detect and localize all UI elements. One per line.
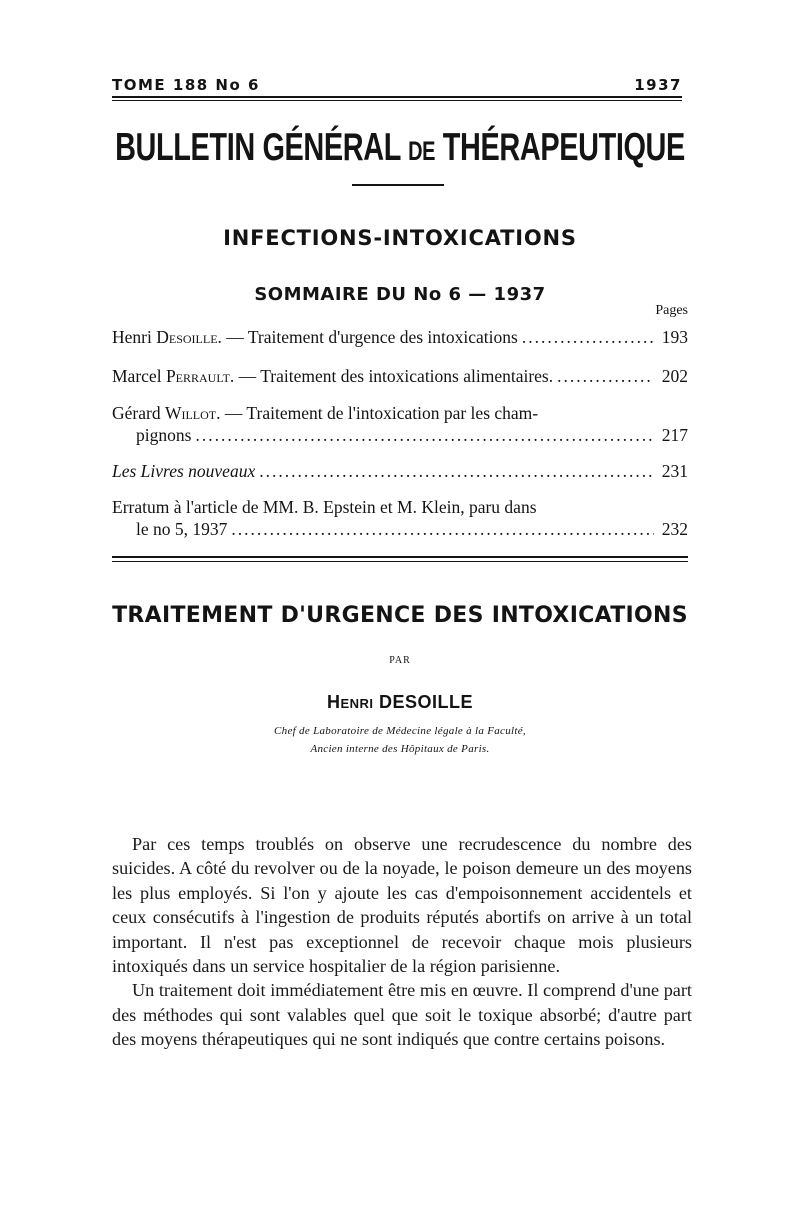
toc-author-last: Desoille — [156, 327, 218, 347]
toc-entry — [112, 366, 688, 387]
journal-title-part1: BULLETIN GÉNÉRAL — [115, 126, 401, 169]
toc-title: . — Traitement des intoxications alimentaires. — [229, 366, 554, 386]
header-rule-top — [112, 96, 682, 98]
header-year: 1937 — [634, 76, 682, 94]
toc-title: Erratum à l'article de MM. B. Epstein et M. Klein, paru dans — [112, 497, 537, 517]
pages-label: Pages — [655, 303, 688, 318]
toc-author-first: Gérard — [112, 403, 161, 423]
header-rule-bottom — [112, 100, 682, 101]
toc-leader — [231, 519, 654, 540]
byline-par: PAR — [389, 655, 411, 666]
toc-entry-continuation — [112, 519, 688, 540]
sommaire-rule-top — [112, 556, 688, 558]
author-affiliation-2: Ancien interne des Hôpitaux de Paris. — [310, 743, 490, 755]
journal-title-part2: THÉRAPEUTIQUE — [442, 126, 685, 169]
toc-page: 202 — [661, 366, 688, 386]
article-author — [0, 692, 800, 713]
running-header — [112, 76, 682, 94]
toc-leader — [557, 366, 654, 387]
body-paragraph: Un traitement doit immédiatement être mis en œuvre. Il comprend d'une part des méthodes qui sont valables quel que soit le toxique absorbé; d'autre part des moyens thérapeutiques qui ne sont indiqués que contre certains poisons. — [112, 980, 692, 1050]
toc-title: Les Livres nouveaux — [112, 461, 256, 481]
toc-title: . — Traitement d'urgence des intoxications — [217, 327, 518, 347]
sommaire-rule-bottom — [112, 561, 688, 562]
toc-page: 231 — [661, 461, 688, 481]
toc-entry — [112, 403, 688, 424]
article-title: TRAITEMENT D'URGENCE DES INTOXICATIONS — [112, 603, 688, 628]
toc-entry — [112, 327, 688, 348]
author-affiliation-1: Chef de Laboratoire de Médecine légale à la Faculté, — [274, 725, 526, 737]
toc-author-first: Henri — [112, 327, 152, 347]
toc-entry-continuation — [112, 425, 688, 446]
author-last-name: DESOILLE — [379, 692, 474, 712]
sommaire-heading: SOMMAIRE DU No 6 — 1937 — [254, 284, 546, 305]
toc-entry — [112, 497, 688, 518]
toc-page: 217 — [661, 425, 688, 445]
toc-title-cont: le no 5, 1937 — [136, 519, 228, 539]
toc-author-last: Willot — [164, 403, 217, 423]
section-heading: INFECTIONS-INTOXICATIONS — [223, 226, 577, 250]
author-first-name: Henri — [326, 692, 374, 712]
toc-leader — [522, 327, 654, 348]
title-divider — [352, 184, 444, 186]
journal-title — [104, 126, 696, 170]
toc-title: . — Traitement de l'intoxication par les cham- — [216, 403, 539, 423]
tome-number: TOME 188 No 6 — [112, 76, 260, 94]
toc-leader — [195, 425, 654, 446]
toc-author-last: Perrault — [165, 366, 230, 386]
toc-title-cont: pignons — [136, 425, 192, 445]
article-body — [112, 832, 692, 1052]
toc-leader — [259, 461, 654, 482]
toc-entry — [112, 461, 688, 482]
toc-page: 232 — [661, 519, 688, 539]
toc-author-first: Marcel — [112, 366, 162, 386]
toc-page: 193 — [661, 327, 688, 347]
body-paragraph: Par ces temps troublés on observe une recrudescence du nombre des suicides. A côté du revolver ou de la noyade, le poison demeure un des moyens les plus employés. Si l'on y ajoute les cas d'empoisonnement accidentels et ceux consécutifs à l'ingestion de produits réputés abortifs on arrive à un total important. Il n'est pas exceptionnel de recevoir chaque mois plusieurs intoxiqués dans un service hospitalier de la région parisienne. — [112, 834, 692, 977]
journal-title-connector: DE — [408, 136, 436, 166]
